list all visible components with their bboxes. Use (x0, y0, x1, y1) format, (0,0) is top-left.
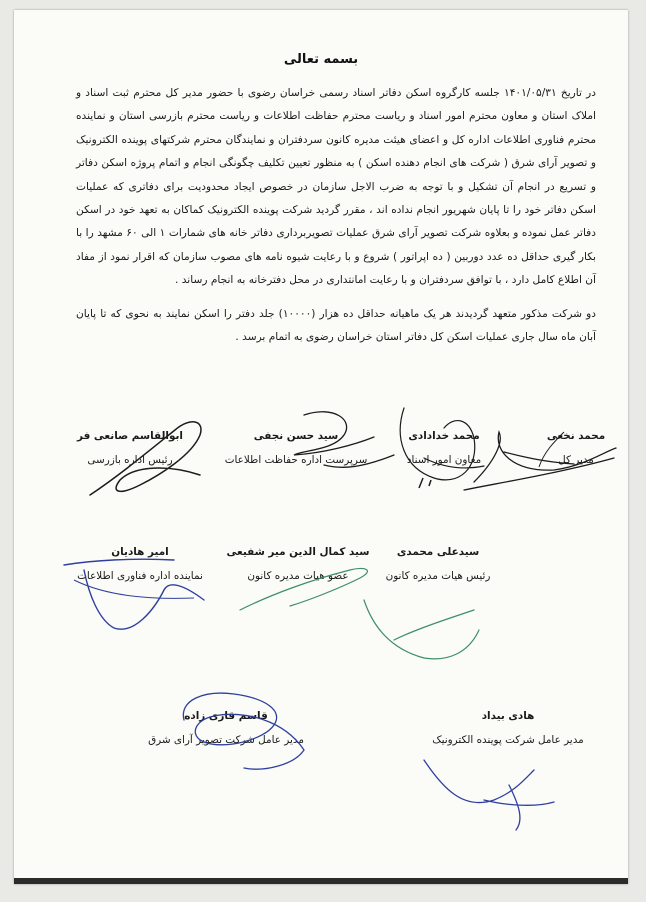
signatory-board-member (218, 546, 378, 582)
signatory-title: مدیر کل (558, 454, 594, 466)
body-paragraph-1: در تاریخ ۱۴۰۱/۰۵/۳۱ جلسه کارگروه اسکن دفاتر اسناد رسمی خراسان رضوی با حضور مدیر کل محترم ثبت اسناد و املاک استان و معاون محترم امور اسناد و ریاست محترم حفاظت اطلاعات و ریاست محترم بازرسی استان و نماینده محترم فناوری اطلاعات اداره کل و اعضای هیئت مدیره کانون سردفتران و نمایندگان محترم شرکتهای پوینده الکترونیک و تصویر آرای شرق ( شرکت های انجام دهنده اسکن ) به منظور تعیین تکلیف چگونگی انجام و اتمام پروژه اسکن دفاتر و تسریع در انجام آن تشکیل و با توجه به ضرب الاجل سازمان در خصوص ایجاد محدودیت برای دفاتری که عملیات اسکن دفاتر خود را تا پایان شهریور انجام نداده اند ، مقرر گردید شرکت پوینده الکترونیک کماکان به تعهد خود در اسکن دفاتر عمل نموده و بعلاوه شرکت تصویر آرای شرق عملیات تصویربرداری دفاتر خانه های شمارات ۱ الی ۶۰ مشهد را با بکار گیری حداقل ده عدد دوربین ( ده اپراتور ) شروع و با رعایت شیوه نامه های مصوب سازمان که اقرار نمود از مفاد آن اطلاع کامل دارد ، با توافق سردفتران و با رعایت امانتداری در محل دفترخانه به انجام رساند . (76, 87, 596, 287)
signatory-title: مدیر عامل شرکت تصویر آرای شرق (148, 734, 304, 746)
body-paragraph-2: دو شرکت مذکور متعهد گردیدند هر یک ماهیانه حداقل ده هزار (۱۰۰۰۰) جلد دفتر را اسکن نمایند به نحوی که تا پایان آبان ماه سال جاری عملیات اسکن کل دفاتر استان خراسان رضوی به اتمام برسد . (76, 307, 596, 344)
signatory-name: امیر هادیان (111, 546, 169, 558)
document-body (76, 82, 596, 349)
signatory-title: عضو هیات مدیره کانون (247, 570, 349, 582)
signatory-tasvir-ceo (146, 710, 306, 746)
signatory-name: محمد خدادادی (408, 430, 480, 442)
signatory-board-chairman (358, 546, 518, 582)
signatory-title: رئیس اداره بازرسی (87, 454, 173, 466)
signatory-name: سید کمال الدین میر شفیعی (226, 546, 370, 558)
signatory-pooyandeh-ceo (428, 710, 588, 746)
signatory-name: قاسم قاری زاده (184, 710, 268, 722)
signatory-title: معاون امور اسناد (406, 454, 482, 466)
signatory-title: مدیر عامل شرکت پوینده الکترونیک (432, 734, 584, 746)
signatory-title: سرپرست اداره حفاظت اطلاعات (224, 454, 368, 466)
signatory-inspection-head (50, 430, 210, 466)
document-page (14, 10, 628, 884)
signature-mark-pooyandeh-ceo (414, 730, 564, 840)
signatory-intelligence-head (216, 430, 376, 466)
signatory-name: سید حسن نجفی (253, 430, 339, 442)
signatory-name: هادی بیداد (481, 710, 535, 722)
signatory-it-representative (60, 546, 220, 582)
document-heading: بسمه تعالی (283, 52, 359, 67)
signatory-name: سیدعلی محمدی (396, 546, 480, 558)
signatory-name: محمد نخعی (546, 430, 606, 442)
signatory-deputy-documents (364, 430, 524, 466)
signatory-name: ابوالقاسم صانعی فر (77, 430, 183, 442)
signature-mark-board-chairman (354, 570, 494, 670)
signatory-title: نماینده اداره فناوری اطلاعات (77, 570, 203, 582)
signatory-title: رئیس هیات مدیره کانون (385, 570, 491, 582)
